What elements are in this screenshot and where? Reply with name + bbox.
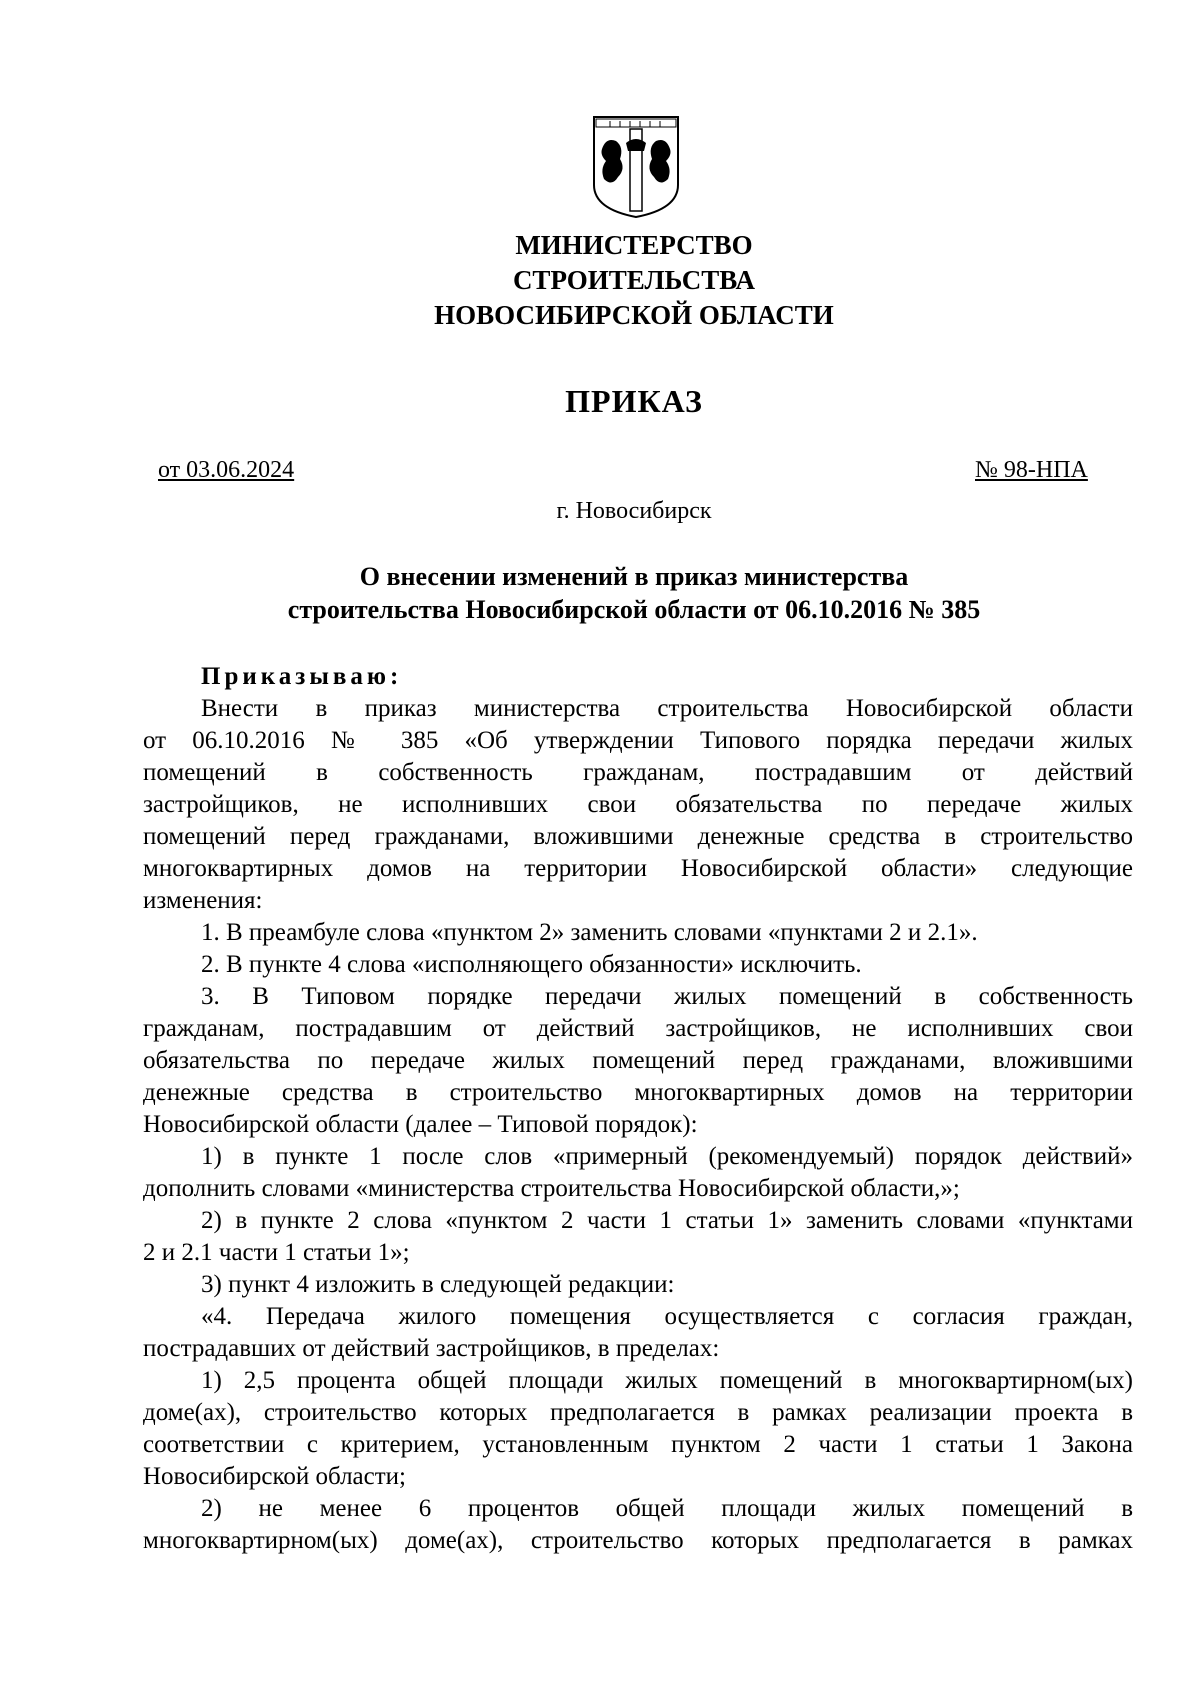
body-line: изменения: (143, 887, 263, 914)
body-line: помещений в собственность гражданам, пострадавшим от действий (143, 759, 1133, 786)
body-line: Новосибирской области; (143, 1463, 407, 1490)
body-line: пострадавших от действий застройщиков, в пределах: (143, 1335, 720, 1362)
body-line: 2) в пункте 2 слова «пунктом 2 части 1 статьи 1» заменить словами «пунктами (201, 1207, 1133, 1234)
body-line: 3) пункт 4 изложить в следующей редакции: (201, 1271, 675, 1298)
body-line: помещений перед гражданами, вложившими денежные средства в строительство (143, 823, 1133, 850)
body-line: соответствии с критерием, установленным пунктом 2 части 1 статьи 1 Закона (143, 1431, 1133, 1458)
body-line: Новосибирской области (далее – Типовой порядок): (143, 1111, 698, 1138)
org-name-line: МИНИСТЕРСТВО (515, 230, 753, 260)
body-line: доме(ах), строительство которых предполагается в рамках реализации проекта в (143, 1399, 1133, 1426)
body-line: застройщиков, не исполнивших свои обязательства по передаче жилых (143, 791, 1133, 818)
document-type: ПРИКАЗ (565, 383, 703, 419)
body-line: дополнить словами «министерства строительства Новосибирской области,»; (143, 1175, 960, 1202)
document-city: г. Новосибирск (556, 498, 712, 524)
body-line: от 06.10.2016 № 385 «Об утверждении Типового порядка передачи жилых (143, 727, 1133, 754)
body-line: Внести в приказ министерства строительства Новосибирской области (201, 695, 1133, 722)
body-line: 2. В пункте 4 слова «исполняющего обязанности» исключить. (201, 951, 862, 978)
body-line: 1) в пункте 1 после слов «примерный (рекомендуемый) порядок действий» (201, 1143, 1133, 1170)
org-name-line: СТРОИТЕЛЬСТВА (512, 265, 756, 295)
body-line: 3. В Типовом порядке передачи жилых помещений в собственность (201, 983, 1133, 1010)
body-line: 1) 2,5 процента общей площади жилых помещений в многоквартирном(ых) (201, 1367, 1133, 1394)
subject-line: О внесении изменений в приказ министерства (359, 562, 909, 591)
body-line: обязательства по передаче жилых помещений перед гражданами, вложившими (143, 1047, 1133, 1074)
body-line: денежные средства в строительство многоквартирных домов на территории (143, 1079, 1133, 1106)
document-subject (158, 560, 1110, 626)
subject-line: строительства Новосибирской области от 06.10.2016 № 385 (287, 595, 981, 624)
body-line: 1. В преамбуле слова «пунктом 2» заменить словами «пунктами 2 и 2.1». (201, 919, 978, 946)
novosibirsk-coat-of-arms-icon (590, 113, 682, 219)
body-line: Приказываю: (201, 663, 403, 690)
document-body (143, 661, 1133, 1557)
body-line: 2) не менее 6 процентов общей площади жилых помещений в (201, 1495, 1133, 1522)
body-line: гражданам, пострадавшим от действий застройщиков, не исполнивших свои (143, 1015, 1133, 1042)
org-name-line: НОВОСИБИРСКОЙ ОБЛАСТИ (434, 300, 834, 330)
document-number: № 98-НПА (975, 457, 1088, 483)
body-line: многоквартирных домов на территории Новосибирской области» следующие (143, 855, 1133, 882)
document-date: от 03.06.2024 (158, 457, 295, 483)
body-line: 2 и 2.1 части 1 статьи 1»; (143, 1239, 410, 1266)
body-line: многоквартирном(ых) доме(ах), строительство которых предполагается в рамках (143, 1527, 1133, 1554)
body-line: «4. Передача жилого помещения осуществляется с согласия граждан, (201, 1303, 1133, 1330)
